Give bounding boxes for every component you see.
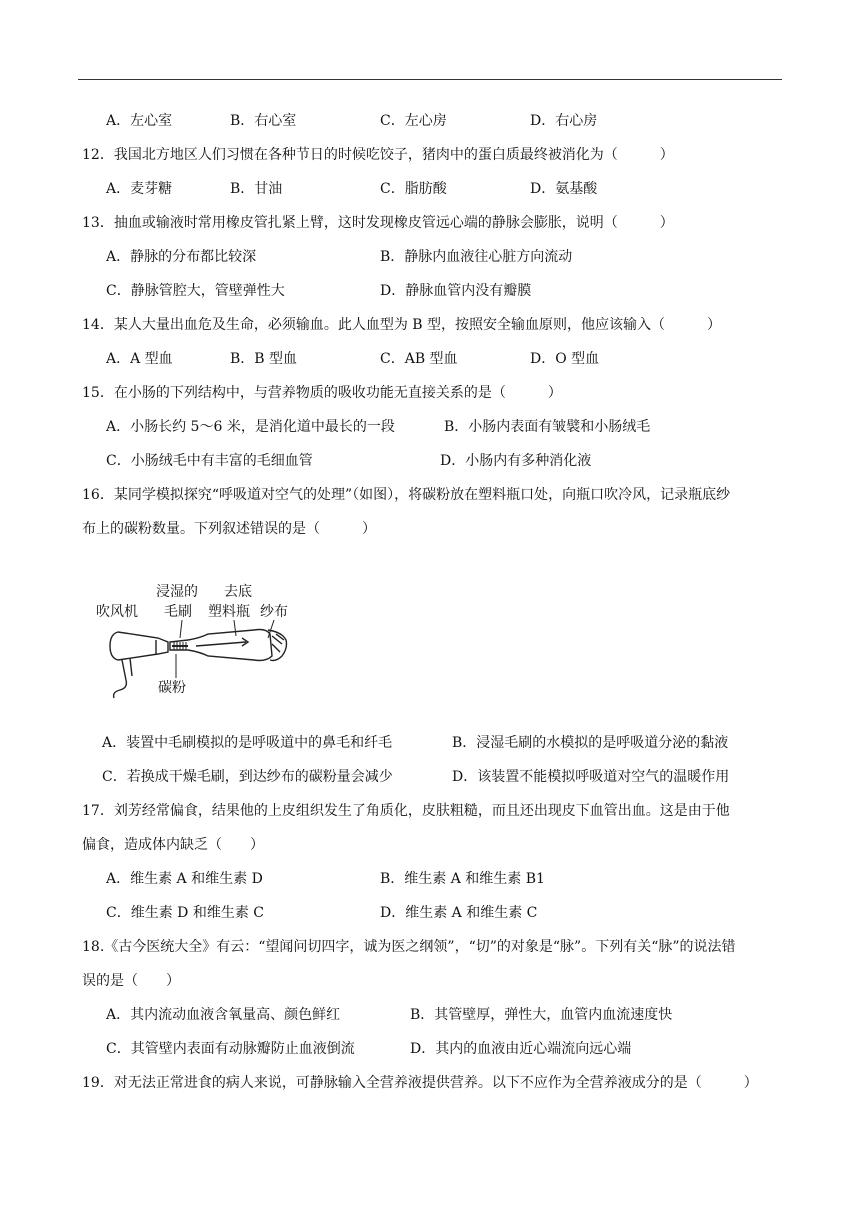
q12-option-c[interactable]: C．脂肪酸 bbox=[380, 181, 447, 197]
q18-option-a[interactable]: A．其内流动血液含氧量高、颜色鲜红 bbox=[106, 1007, 341, 1023]
q16-option-b[interactable]: B．浸湿毛刷的水模拟的是呼吸道分泌的黏液 bbox=[452, 735, 729, 751]
q18-stem-line2: 误的是（ ） bbox=[82, 973, 180, 989]
label-wet: 浸湿的 bbox=[156, 584, 198, 600]
q18-option-d[interactable]: D．其内的血液由近心端流向远心端 bbox=[410, 1041, 632, 1057]
brush-leader bbox=[180, 620, 182, 638]
q17-stem-line2: 偏食，造成体内缺乏（ ） bbox=[82, 837, 264, 853]
q13-option-a[interactable]: A．静脉的分布都比较深 bbox=[106, 249, 257, 265]
q13-option-b[interactable]: B．静脉内血液往心脏方向流动 bbox=[380, 249, 573, 265]
q15-option-b[interactable]: B．小肠内表面有皱襞和小肠绒毛 bbox=[444, 419, 651, 435]
q12-stem: 12．我国北方地区人们习惯在各种节日的时候吃饺子，猪肉中的蛋白质最终被消化为（ ） bbox=[82, 147, 674, 163]
gauze-leader bbox=[268, 620, 274, 638]
q13-stem: 13．抽血或输液时常用橡皮管扎紧上臂，这时发现橡皮管远心端的静脉会膨胀，说明（ ） bbox=[82, 215, 674, 231]
label-gauze: 纱布 bbox=[260, 604, 288, 620]
q11-option-d[interactable]: D．右心房 bbox=[530, 113, 598, 129]
q14-option-b[interactable]: B．B 型血 bbox=[230, 351, 298, 367]
q16-option-c[interactable]: C．若换成干燥毛刷，到达纱布的碳粉量会减少 bbox=[102, 769, 393, 785]
label-brush: 毛刷 bbox=[164, 604, 192, 620]
q16-option-d[interactable]: D．该装置不能模拟呼吸道对空气的温暖作用 bbox=[452, 769, 730, 785]
q14-option-a[interactable]: A．A 型血 bbox=[106, 351, 173, 367]
label-cut: 去底 bbox=[224, 584, 252, 600]
q19-stem: 19．对无法正常进食的病人来说，可静脉输入全营养液提供营养。以下不应作为全营养液成分的是（ ） bbox=[82, 1075, 758, 1091]
q16-stem-line1: 16．某同学模拟探究“呼吸道对空气的处理”（如图），将碳粉放在塑料瓶口处，向瓶口吹冷风，记录瓶底纱 bbox=[82, 487, 731, 503]
label-hairdryer: 吹风机 bbox=[96, 604, 138, 620]
q18-option-c[interactable]: C．其管壁内表面有动脉瓣防止血液倒流 bbox=[106, 1041, 355, 1057]
q14-option-c[interactable]: C．AB 型血 bbox=[380, 351, 458, 367]
q17-option-c[interactable]: C．维生素 D 和维生素 C bbox=[106, 905, 264, 921]
label-bottle: 塑料瓶 bbox=[208, 604, 250, 620]
q12-option-a[interactable]: A．麦芽糖 bbox=[106, 181, 173, 197]
q13-option-d[interactable]: D．静脉血管内没有瓣膜 bbox=[380, 283, 532, 299]
q17-option-b[interactable]: B．维生素 A 和维生素 B1 bbox=[380, 871, 545, 887]
q15-option-a[interactable]: A．小肠长约 5～6 米，是消化道中最长的一段 bbox=[106, 419, 395, 435]
q15-stem: 15．在小肠的下列结构中，与营养物质的吸收功能无直接关系的是（ ） bbox=[82, 385, 562, 401]
q14-option-d[interactable]: D．O 型血 bbox=[530, 351, 600, 367]
q13-option-c[interactable]: C．静脉管腔大，管壁弹性大 bbox=[106, 283, 285, 299]
q11-option-a[interactable]: A．左心室 bbox=[106, 113, 173, 129]
q14-stem: 14．某人大量出血危及生命，必须输血。此人血型为 B 型，按照安全输血原则，他应该输入（ ） bbox=[82, 317, 722, 333]
q12-option-d[interactable]: D．氨基酸 bbox=[530, 181, 598, 197]
respiratory-model-figure bbox=[96, 580, 306, 700]
q18-stem-line1: 18.《古今医统大全》有云：“望闻问切四字，诚为医之纲领”，“切”的对象是“脉”。下列有关“脉”的说法错 bbox=[82, 939, 736, 955]
q18-option-b[interactable]: B．其管壁厚，弹性大，血管内血流速度快 bbox=[410, 1007, 673, 1023]
q17-option-a[interactable]: A．维生素 A 和维生素 D bbox=[106, 871, 263, 887]
q11-option-b[interactable]: B．右心室 bbox=[230, 113, 297, 129]
q17-stem-line1: 17．刘芳经常偏食，结果他的上皮组织发生了角质化，皮肤粗糙，而且还出现皮下血管出血。这是由于他 bbox=[82, 803, 730, 819]
label-carbon: 碳粉 bbox=[158, 680, 186, 696]
q17-option-d[interactable]: D．维生素 A 和维生素 C bbox=[380, 905, 538, 921]
header-rule bbox=[78, 79, 782, 80]
q16-stem-line2: 布上的碳粉数量。下列叙述错误的是（ ） bbox=[82, 521, 376, 537]
brush-icon bbox=[172, 642, 188, 650]
q11-option-c[interactable]: C．左心房 bbox=[380, 113, 447, 129]
q15-option-c[interactable]: C．小肠绒毛中有丰富的毛细血管 bbox=[106, 453, 313, 469]
bottle-leader bbox=[234, 620, 236, 636]
q12-option-b[interactable]: B．甘油 bbox=[230, 181, 283, 197]
q15-option-d[interactable]: D．小肠内有多种消化液 bbox=[440, 453, 592, 469]
q16-option-a[interactable]: A．装置中毛刷模拟的是呼吸道中的鼻毛和纤毛 bbox=[102, 735, 393, 751]
